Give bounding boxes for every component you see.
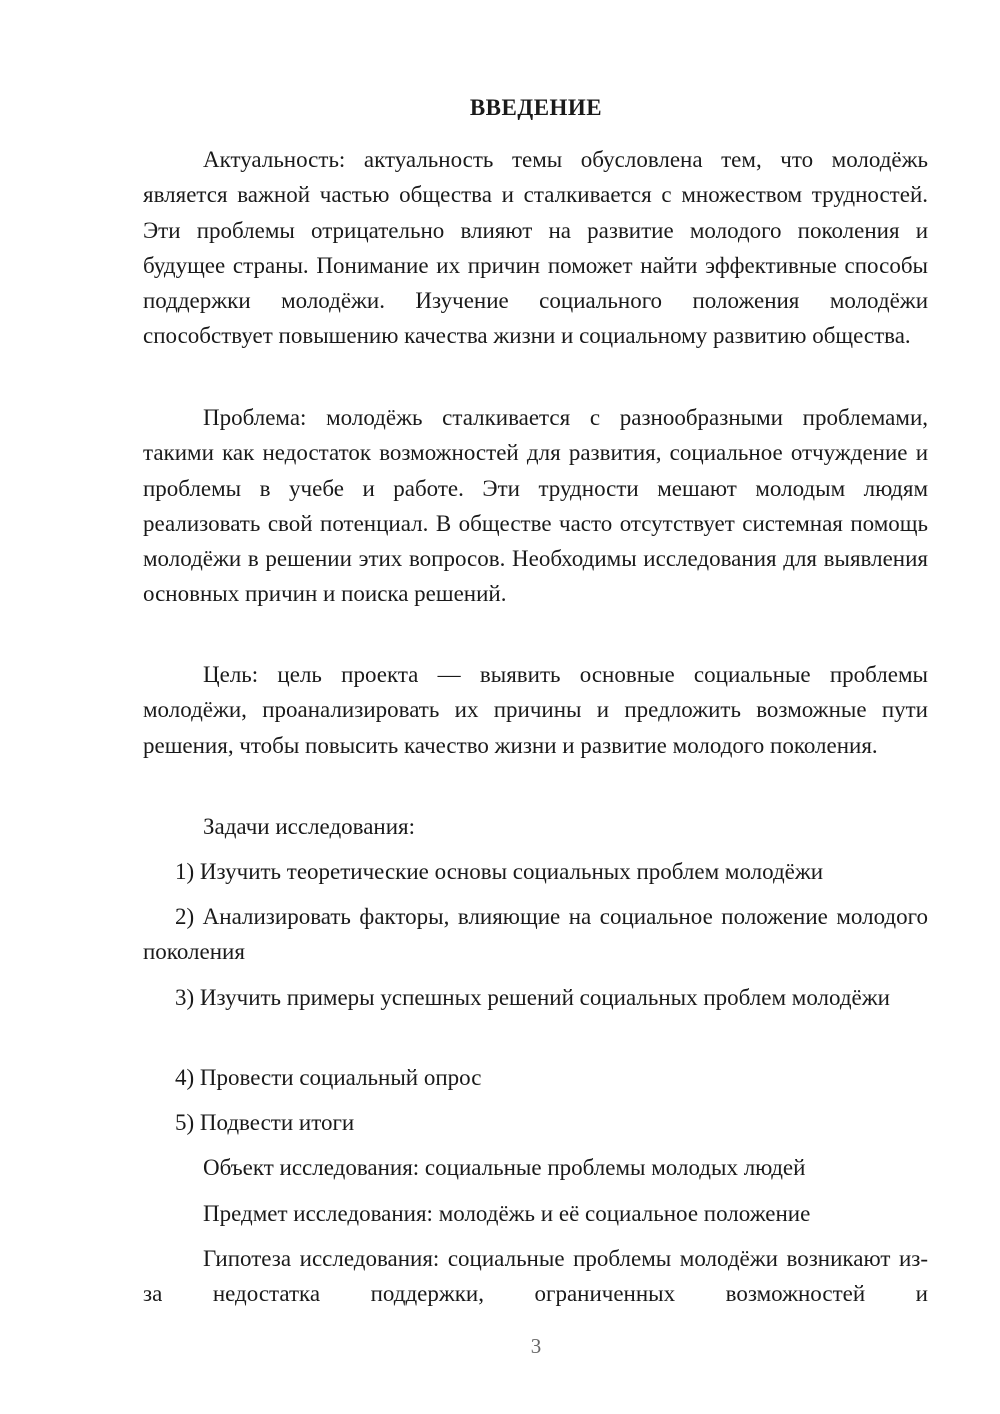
paragraph-relevance: Актуальность: актуальность темы обусловлена тем, что молодёжь является важной частью общества и сталкивается с множеством трудностей. Эти проблемы отрицательно влияют на развитие молодого поколения и будущее страны. Понимание их причин поможет найти эффективные способы поддержки молодёжи. Изучение социального положения молодёжи способствует повышению качества жизни и социальному развитию общества. [143,147,928,349]
task-item-3: 3) Изучить примеры успешных решений социальных проблем молодёжи [175,985,890,1010]
paragraph-object: Объект исследования: социальные проблемы молодых людей [203,1155,806,1180]
paragraph-subject: Предмет исследования: молодёжь и её социальное положение [203,1201,811,1226]
tasks-heading: Задачи исследования: [203,814,416,839]
task-item-2: 2) Анализировать факторы, влияющие на социальное положение молодого поколения [143,904,928,965]
paragraph-problem: Проблема: молодёжь сталкивается с разнообразными проблемами, такими как недостаток возможностей для развития, социальное отчуждение и проблемы в учебе и работе. Эти трудности мешают молодым людям реализовать свой потенциал. В обществе часто отсутствует системная помощь молодёжи в решении этих вопросов. Необходимы исследования для выявления основных причин и поиска решений. [143,405,928,607]
task-item-1: 1) Изучить теоретические основы социальных проблем молодёжи [175,859,824,884]
task-item-5: 5) Подвести итоги [175,1110,355,1135]
section-title: ВВЕДЕНИЕ [469,95,603,120]
task-item-4: 4) Провести социальный опрос [175,1065,482,1090]
paragraph-hypothesis: Гипотеза исследования: социальные проблемы молодёжи возникают из-за недостатка поддержки, ограниченных возможностей и [143,1246,928,1307]
page-number: 3 [530,1334,542,1358]
paragraph-goal: Цель: цель проекта — выявить основные социальные проблемы молодёжи, проанализировать их причины и предложить возможные пути решения, чтобы повысить качество жизни и развитие молодого поколения. [143,662,928,758]
